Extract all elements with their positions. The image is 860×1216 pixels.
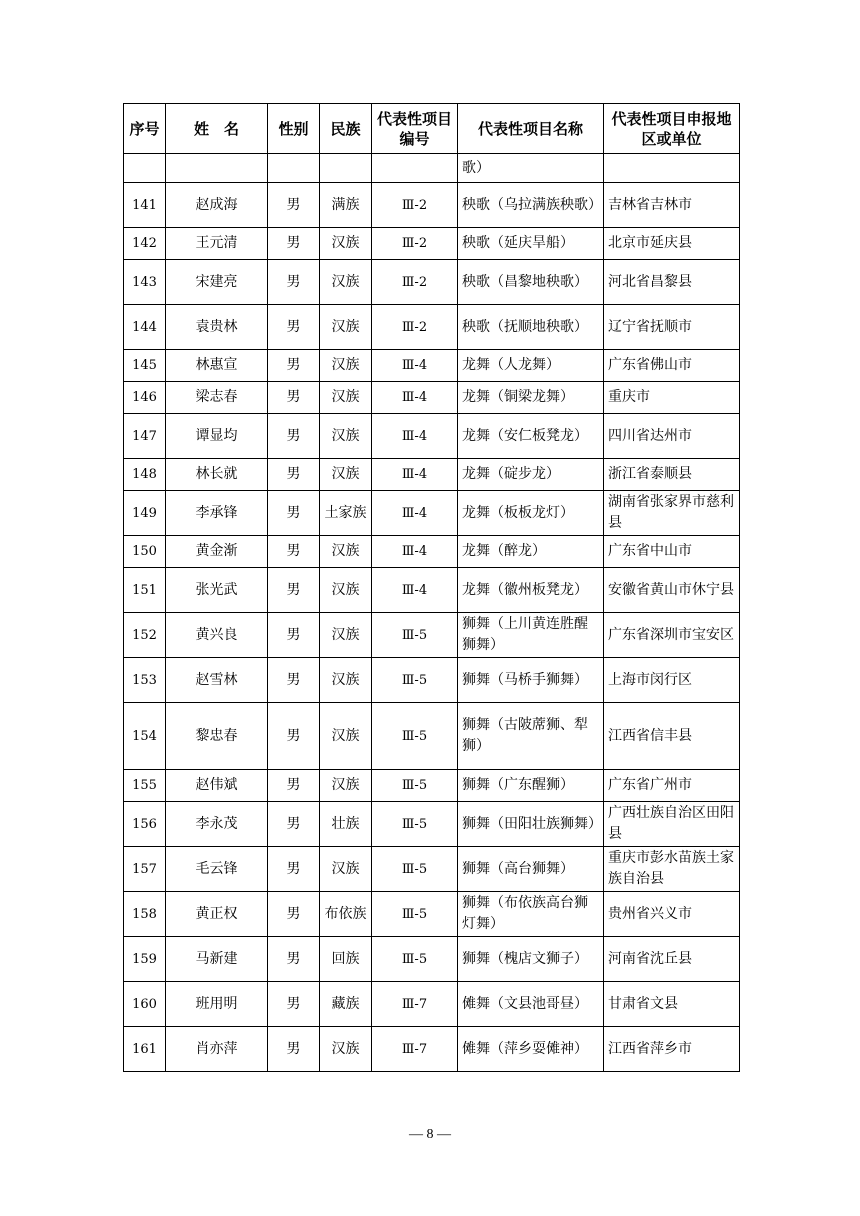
cell-seq: 160 xyxy=(124,982,166,1027)
cell-seq: 156 xyxy=(124,802,166,847)
cell-area: 安徽省黄山市休宁县 xyxy=(604,568,740,613)
cell-ethnicity: 汉族 xyxy=(320,459,372,491)
inheritor-table xyxy=(123,103,740,1072)
header-project-name: 代表性项目名称 xyxy=(458,104,604,154)
cell-project: 狮舞（广东醒狮） xyxy=(458,770,604,802)
cell-sex: 男 xyxy=(268,382,320,414)
cell-ethnicity xyxy=(320,154,372,183)
cell-area: 北京市延庆县 xyxy=(604,228,740,260)
table-row xyxy=(124,382,740,414)
cell-seq: 158 xyxy=(124,892,166,937)
cell-code: Ⅲ-4 xyxy=(372,414,458,459)
cell-project: 狮舞（马桥手狮舞） xyxy=(458,658,604,703)
cell-ethnicity: 汉族 xyxy=(320,703,372,770)
cell-sex: 男 xyxy=(268,703,320,770)
page-number: — 8 — xyxy=(409,1127,451,1142)
cell-area: 甘肃省文县 xyxy=(604,982,740,1027)
cell-area: 河北省昌黎县 xyxy=(604,260,740,305)
cell-seq: 150 xyxy=(124,536,166,568)
cell-seq: 151 xyxy=(124,568,166,613)
cell-code: Ⅲ-5 xyxy=(372,892,458,937)
cell-seq: 159 xyxy=(124,937,166,982)
cell-name: 王元清 xyxy=(166,228,268,260)
cell-seq: 147 xyxy=(124,414,166,459)
table-row xyxy=(124,892,740,937)
cell-project: 傩舞（文县池哥昼） xyxy=(458,982,604,1027)
cell-area: 辽宁省抚顺市 xyxy=(604,305,740,350)
cell-code: Ⅲ-5 xyxy=(372,770,458,802)
cell-sex xyxy=(268,154,320,183)
cell-code: Ⅲ-4 xyxy=(372,459,458,491)
cell-name: 赵成海 xyxy=(166,183,268,228)
cell-name: 林惠宣 xyxy=(166,350,268,382)
cell-name: 袁贵林 xyxy=(166,305,268,350)
cell-seq: 149 xyxy=(124,491,166,536)
cell-code: Ⅲ-5 xyxy=(372,937,458,982)
cell-sex: 男 xyxy=(268,260,320,305)
cell-code: Ⅲ-5 xyxy=(372,658,458,703)
cell-project: 龙舞（安仁板凳龙） xyxy=(458,414,604,459)
cell-project: 狮舞（上川黄连胜醒狮舞） xyxy=(458,613,604,658)
cell-area: 四川省达州市 xyxy=(604,414,740,459)
cell-ethnicity: 汉族 xyxy=(320,658,372,703)
cell-name: 赵雪林 xyxy=(166,658,268,703)
cell-sex: 男 xyxy=(268,937,320,982)
header-name: 姓 名 xyxy=(166,104,268,154)
cell-project: 傩舞（萍乡耍傩神） xyxy=(458,1027,604,1072)
cell-area: 广东省中山市 xyxy=(604,536,740,568)
cell-name: 班用明 xyxy=(166,982,268,1027)
cell-code: Ⅲ-2 xyxy=(372,183,458,228)
cell-ethnicity: 汉族 xyxy=(320,613,372,658)
heritage-inheritor-table-region xyxy=(123,103,739,1072)
cell-ethnicity: 回族 xyxy=(320,937,372,982)
cell-seq: 148 xyxy=(124,459,166,491)
cell-sex: 男 xyxy=(268,350,320,382)
cell-project: 秧歌（乌拉满族秧歌） xyxy=(458,183,604,228)
cell-sex: 男 xyxy=(268,491,320,536)
table-row xyxy=(124,260,740,305)
cell-name xyxy=(166,154,268,183)
table-row xyxy=(124,536,740,568)
cell-name: 黎忠春 xyxy=(166,703,268,770)
cell-project: 龙舞（醉龙） xyxy=(458,536,604,568)
cell-sex: 男 xyxy=(268,305,320,350)
table-row xyxy=(124,1027,740,1072)
cell-ethnicity: 汉族 xyxy=(320,305,372,350)
cell-sex: 男 xyxy=(268,228,320,260)
cell-area: 浙江省泰顺县 xyxy=(604,459,740,491)
cell-seq: 146 xyxy=(124,382,166,414)
cell-area: 重庆市 xyxy=(604,382,740,414)
cell-name: 肖亦萍 xyxy=(166,1027,268,1072)
cell-area: 贵州省兴义市 xyxy=(604,892,740,937)
cell-area: 吉林省吉林市 xyxy=(604,183,740,228)
cell-seq: 144 xyxy=(124,305,166,350)
cell-area: 重庆市彭水苗族土家族自治县 xyxy=(604,847,740,892)
cell-ethnicity: 汉族 xyxy=(320,414,372,459)
cell-code xyxy=(372,154,458,183)
cell-seq: 157 xyxy=(124,847,166,892)
table-row xyxy=(124,459,740,491)
cell-ethnicity: 藏族 xyxy=(320,982,372,1027)
cell-seq: 141 xyxy=(124,183,166,228)
cell-area: 上海市闵行区 xyxy=(604,658,740,703)
cell-area xyxy=(604,154,740,183)
header-project-code: 代表性项目编号 xyxy=(372,104,458,154)
cell-name: 梁志春 xyxy=(166,382,268,414)
cell-name: 黄兴良 xyxy=(166,613,268,658)
cell-name: 黄金渐 xyxy=(166,536,268,568)
cell-project: 狮舞（布依族高台狮灯舞） xyxy=(458,892,604,937)
cell-ethnicity: 布依族 xyxy=(320,892,372,937)
cell-project: 秧歌（延庆旱船） xyxy=(458,228,604,260)
cell-ethnicity: 汉族 xyxy=(320,770,372,802)
cell-sex: 男 xyxy=(268,892,320,937)
cell-name: 李永茂 xyxy=(166,802,268,847)
cell-seq xyxy=(124,154,166,183)
cell-seq: 143 xyxy=(124,260,166,305)
cell-name: 林长就 xyxy=(166,459,268,491)
table-row xyxy=(124,305,740,350)
cell-name: 李承锋 xyxy=(166,491,268,536)
header-ethnicity: 民族 xyxy=(320,104,372,154)
cell-code: Ⅲ-5 xyxy=(372,703,458,770)
cell-seq: 153 xyxy=(124,658,166,703)
cell-ethnicity: 汉族 xyxy=(320,382,372,414)
table-row xyxy=(124,937,740,982)
cell-area: 广东省深圳市宝安区 xyxy=(604,613,740,658)
cell-sex: 男 xyxy=(268,1027,320,1072)
cell-area: 湖南省张家界市慈利县 xyxy=(604,491,740,536)
cell-code: Ⅲ-5 xyxy=(372,613,458,658)
continuation-row xyxy=(124,154,740,183)
cell-sex: 男 xyxy=(268,658,320,703)
cell-sex: 男 xyxy=(268,847,320,892)
cell-seq: 155 xyxy=(124,770,166,802)
cell-code: Ⅲ-4 xyxy=(372,350,458,382)
cell-area: 江西省信丰县 xyxy=(604,703,740,770)
cell-code: Ⅲ-2 xyxy=(372,260,458,305)
table-row xyxy=(124,802,740,847)
table-row xyxy=(124,770,740,802)
cell-area: 广西壮族自治区田阳县 xyxy=(604,802,740,847)
table-row xyxy=(124,982,740,1027)
cell-sex: 男 xyxy=(268,459,320,491)
table-row xyxy=(124,658,740,703)
cell-ethnicity: 汉族 xyxy=(320,536,372,568)
cell-project: 秧歌（抚顺地秧歌） xyxy=(458,305,604,350)
cell-project: 狮舞（古陂蓆狮、犁狮） xyxy=(458,703,604,770)
cell-sex: 男 xyxy=(268,982,320,1027)
table-row xyxy=(124,613,740,658)
cell-seq: 154 xyxy=(124,703,166,770)
cell-name: 马新建 xyxy=(166,937,268,982)
table-header-row xyxy=(124,104,740,154)
cell-ethnicity: 土家族 xyxy=(320,491,372,536)
cell-seq: 152 xyxy=(124,613,166,658)
cell-ethnicity: 汉族 xyxy=(320,847,372,892)
cell-sex: 男 xyxy=(268,613,320,658)
cell-sex: 男 xyxy=(268,183,320,228)
table-row xyxy=(124,847,740,892)
cell-project: 秧歌（昌黎地秧歌） xyxy=(458,260,604,305)
cell-project: 龙舞（徽州板凳龙） xyxy=(458,568,604,613)
cell-project: 狮舞（槐店文狮子） xyxy=(458,937,604,982)
table-row xyxy=(124,703,740,770)
cell-name: 谭显均 xyxy=(166,414,268,459)
cell-project: 龙舞（碇步龙） xyxy=(458,459,604,491)
cell-ethnicity: 汉族 xyxy=(320,228,372,260)
cell-seq: 142 xyxy=(124,228,166,260)
cell-project: 龙舞（板板龙灯） xyxy=(458,491,604,536)
cell-code: Ⅲ-4 xyxy=(372,382,458,414)
table-row xyxy=(124,183,740,228)
cell-project: 歌） xyxy=(458,154,604,183)
cell-name: 宋建亮 xyxy=(166,260,268,305)
table-row xyxy=(124,228,740,260)
cell-name: 黄正权 xyxy=(166,892,268,937)
cell-area: 广东省广州市 xyxy=(604,770,740,802)
cell-ethnicity: 汉族 xyxy=(320,260,372,305)
cell-code: Ⅲ-5 xyxy=(372,802,458,847)
cell-ethnicity: 汉族 xyxy=(320,1027,372,1072)
cell-sex: 男 xyxy=(268,536,320,568)
cell-ethnicity: 满族 xyxy=(320,183,372,228)
cell-area: 江西省萍乡市 xyxy=(604,1027,740,1072)
cell-seq: 145 xyxy=(124,350,166,382)
cell-name: 赵伟斌 xyxy=(166,770,268,802)
cell-code: Ⅲ-4 xyxy=(372,491,458,536)
header-sex: 性别 xyxy=(268,104,320,154)
cell-seq: 161 xyxy=(124,1027,166,1072)
cell-area: 广东省佛山市 xyxy=(604,350,740,382)
table-row xyxy=(124,568,740,613)
cell-code: Ⅲ-4 xyxy=(372,568,458,613)
cell-area: 河南省沈丘县 xyxy=(604,937,740,982)
table-row xyxy=(124,350,740,382)
cell-ethnicity: 壮族 xyxy=(320,802,372,847)
cell-ethnicity: 汉族 xyxy=(320,568,372,613)
cell-code: Ⅲ-4 xyxy=(372,536,458,568)
cell-project: 龙舞（人龙舞） xyxy=(458,350,604,382)
table-row xyxy=(124,491,740,536)
cell-code: Ⅲ-5 xyxy=(372,847,458,892)
cell-name: 毛云锋 xyxy=(166,847,268,892)
cell-sex: 男 xyxy=(268,568,320,613)
cell-name: 张光武 xyxy=(166,568,268,613)
cell-sex: 男 xyxy=(268,414,320,459)
cell-code: Ⅲ-7 xyxy=(372,982,458,1027)
header-seq: 序号 xyxy=(124,104,166,154)
cell-sex: 男 xyxy=(268,770,320,802)
cell-sex: 男 xyxy=(268,802,320,847)
cell-ethnicity: 汉族 xyxy=(320,350,372,382)
cell-project: 狮舞（高台狮舞） xyxy=(458,847,604,892)
cell-project: 龙舞（铜梁龙舞） xyxy=(458,382,604,414)
cell-code: Ⅲ-2 xyxy=(372,305,458,350)
cell-code: Ⅲ-7 xyxy=(372,1027,458,1072)
header-area: 代表性项目申报地区或单位 xyxy=(604,104,740,154)
cell-project: 狮舞（田阳壮族狮舞） xyxy=(458,802,604,847)
table-row xyxy=(124,414,740,459)
cell-code: Ⅲ-2 xyxy=(372,228,458,260)
